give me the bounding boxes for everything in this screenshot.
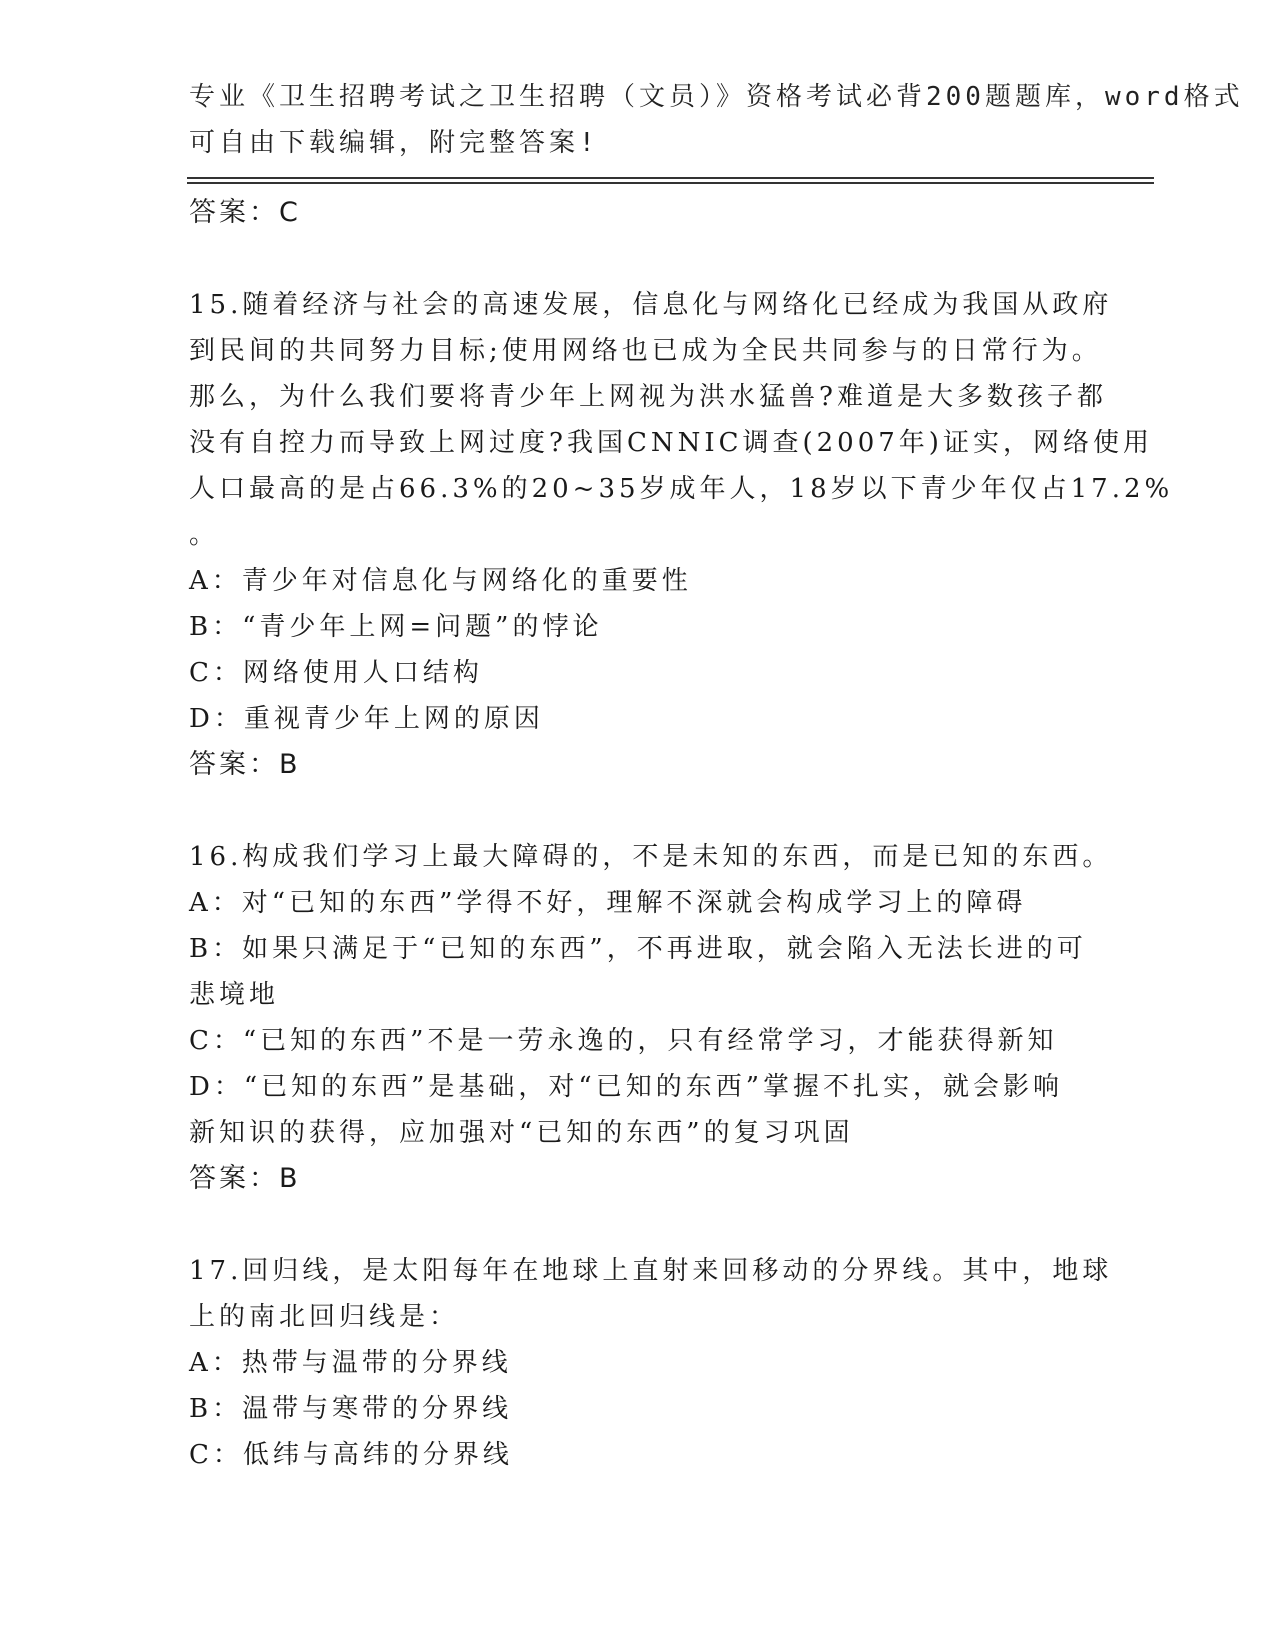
answer-line: 答案：C bbox=[189, 197, 301, 228]
option-b: B：如果只满足于“已知的东西”，不再进取，就会陷入无法长进的可 bbox=[189, 934, 1087, 964]
question-text: 16.构成我们学习上最大障碍的，不是未知的东西，而是已知的东西。 bbox=[189, 842, 1113, 872]
question-text: 上的南北回归线是： bbox=[189, 1302, 460, 1332]
header-divider bbox=[187, 177, 1154, 179]
spacer bbox=[189, 236, 1109, 282]
option-d: D：重视青少年上网的原因 bbox=[189, 704, 544, 734]
question-15 bbox=[189, 282, 1174, 788]
option-a: A：热带与温带的分界线 bbox=[189, 1348, 512, 1378]
spacer bbox=[189, 788, 1109, 834]
answer-line: 答案：B bbox=[189, 1163, 301, 1194]
option-c: C：“已知的东西”不是一劳永逸的，只有经常学习，才能获得新知 bbox=[189, 1026, 1058, 1056]
option-d-continued: 新知识的获得，应加强对“已知的东西”的复习巩固 bbox=[189, 1118, 854, 1148]
header-divider bbox=[187, 182, 1154, 184]
option-b: B：“青少年上网=问题”的悖论 bbox=[189, 612, 603, 642]
option-a: A：青少年对信息化与网络化的重要性 bbox=[189, 566, 692, 596]
header-line: 专业《卫生招聘考试之卫生招聘（文员）》资格考试必背200题题库，word格式 bbox=[189, 82, 1244, 112]
question-text: 15.随着经济与社会的高速发展，信息化与网络化已经成为我国从政府 bbox=[189, 290, 1113, 320]
spacer bbox=[189, 1202, 1109, 1248]
question-text: 没有自控力而导致上网过度?我国CNNIC调查(2007年)证实，网络使用 bbox=[189, 428, 1153, 458]
option-c: C：低纬与高纬的分界线 bbox=[189, 1440, 513, 1470]
answer-line: 答案：B bbox=[189, 749, 301, 780]
question-text: 17.回归线，是太阳每年在地球上直射来回移动的分界线。其中，地球 bbox=[189, 1256, 1113, 1286]
option-c: C：网络使用人口结构 bbox=[189, 658, 483, 688]
document-header bbox=[189, 74, 1244, 166]
option-b-continued: 悲境地 bbox=[189, 980, 280, 1010]
document-body bbox=[189, 190, 1174, 1478]
option-a: A：对“已知的东西”学得不好，理解不深就会构成学习上的障碍 bbox=[189, 888, 1027, 918]
question-16 bbox=[189, 834, 1113, 1202]
option-b: B：温带与寒带的分界线 bbox=[189, 1394, 513, 1424]
question-text: 。 bbox=[189, 520, 220, 550]
header-line: 可自由下载编辑，附完整答案! bbox=[189, 128, 599, 158]
question-text: 那么，为什么我们要将青少年上网视为洪水猛兽?难道是大多数孩子都 bbox=[189, 382, 1107, 412]
option-d: D：“已知的东西”是基础，对“已知的东西”掌握不扎实，就会影响 bbox=[189, 1072, 1064, 1102]
question-text: 人口最高的是占66.3%的20~35岁成年人，18岁以下青少年仅占17.2% bbox=[189, 474, 1174, 504]
question-text: 到民间的共同努力目标;使用网络也已成为全民共同参与的日常行为。 bbox=[189, 336, 1102, 366]
question-17 bbox=[189, 1248, 1113, 1478]
